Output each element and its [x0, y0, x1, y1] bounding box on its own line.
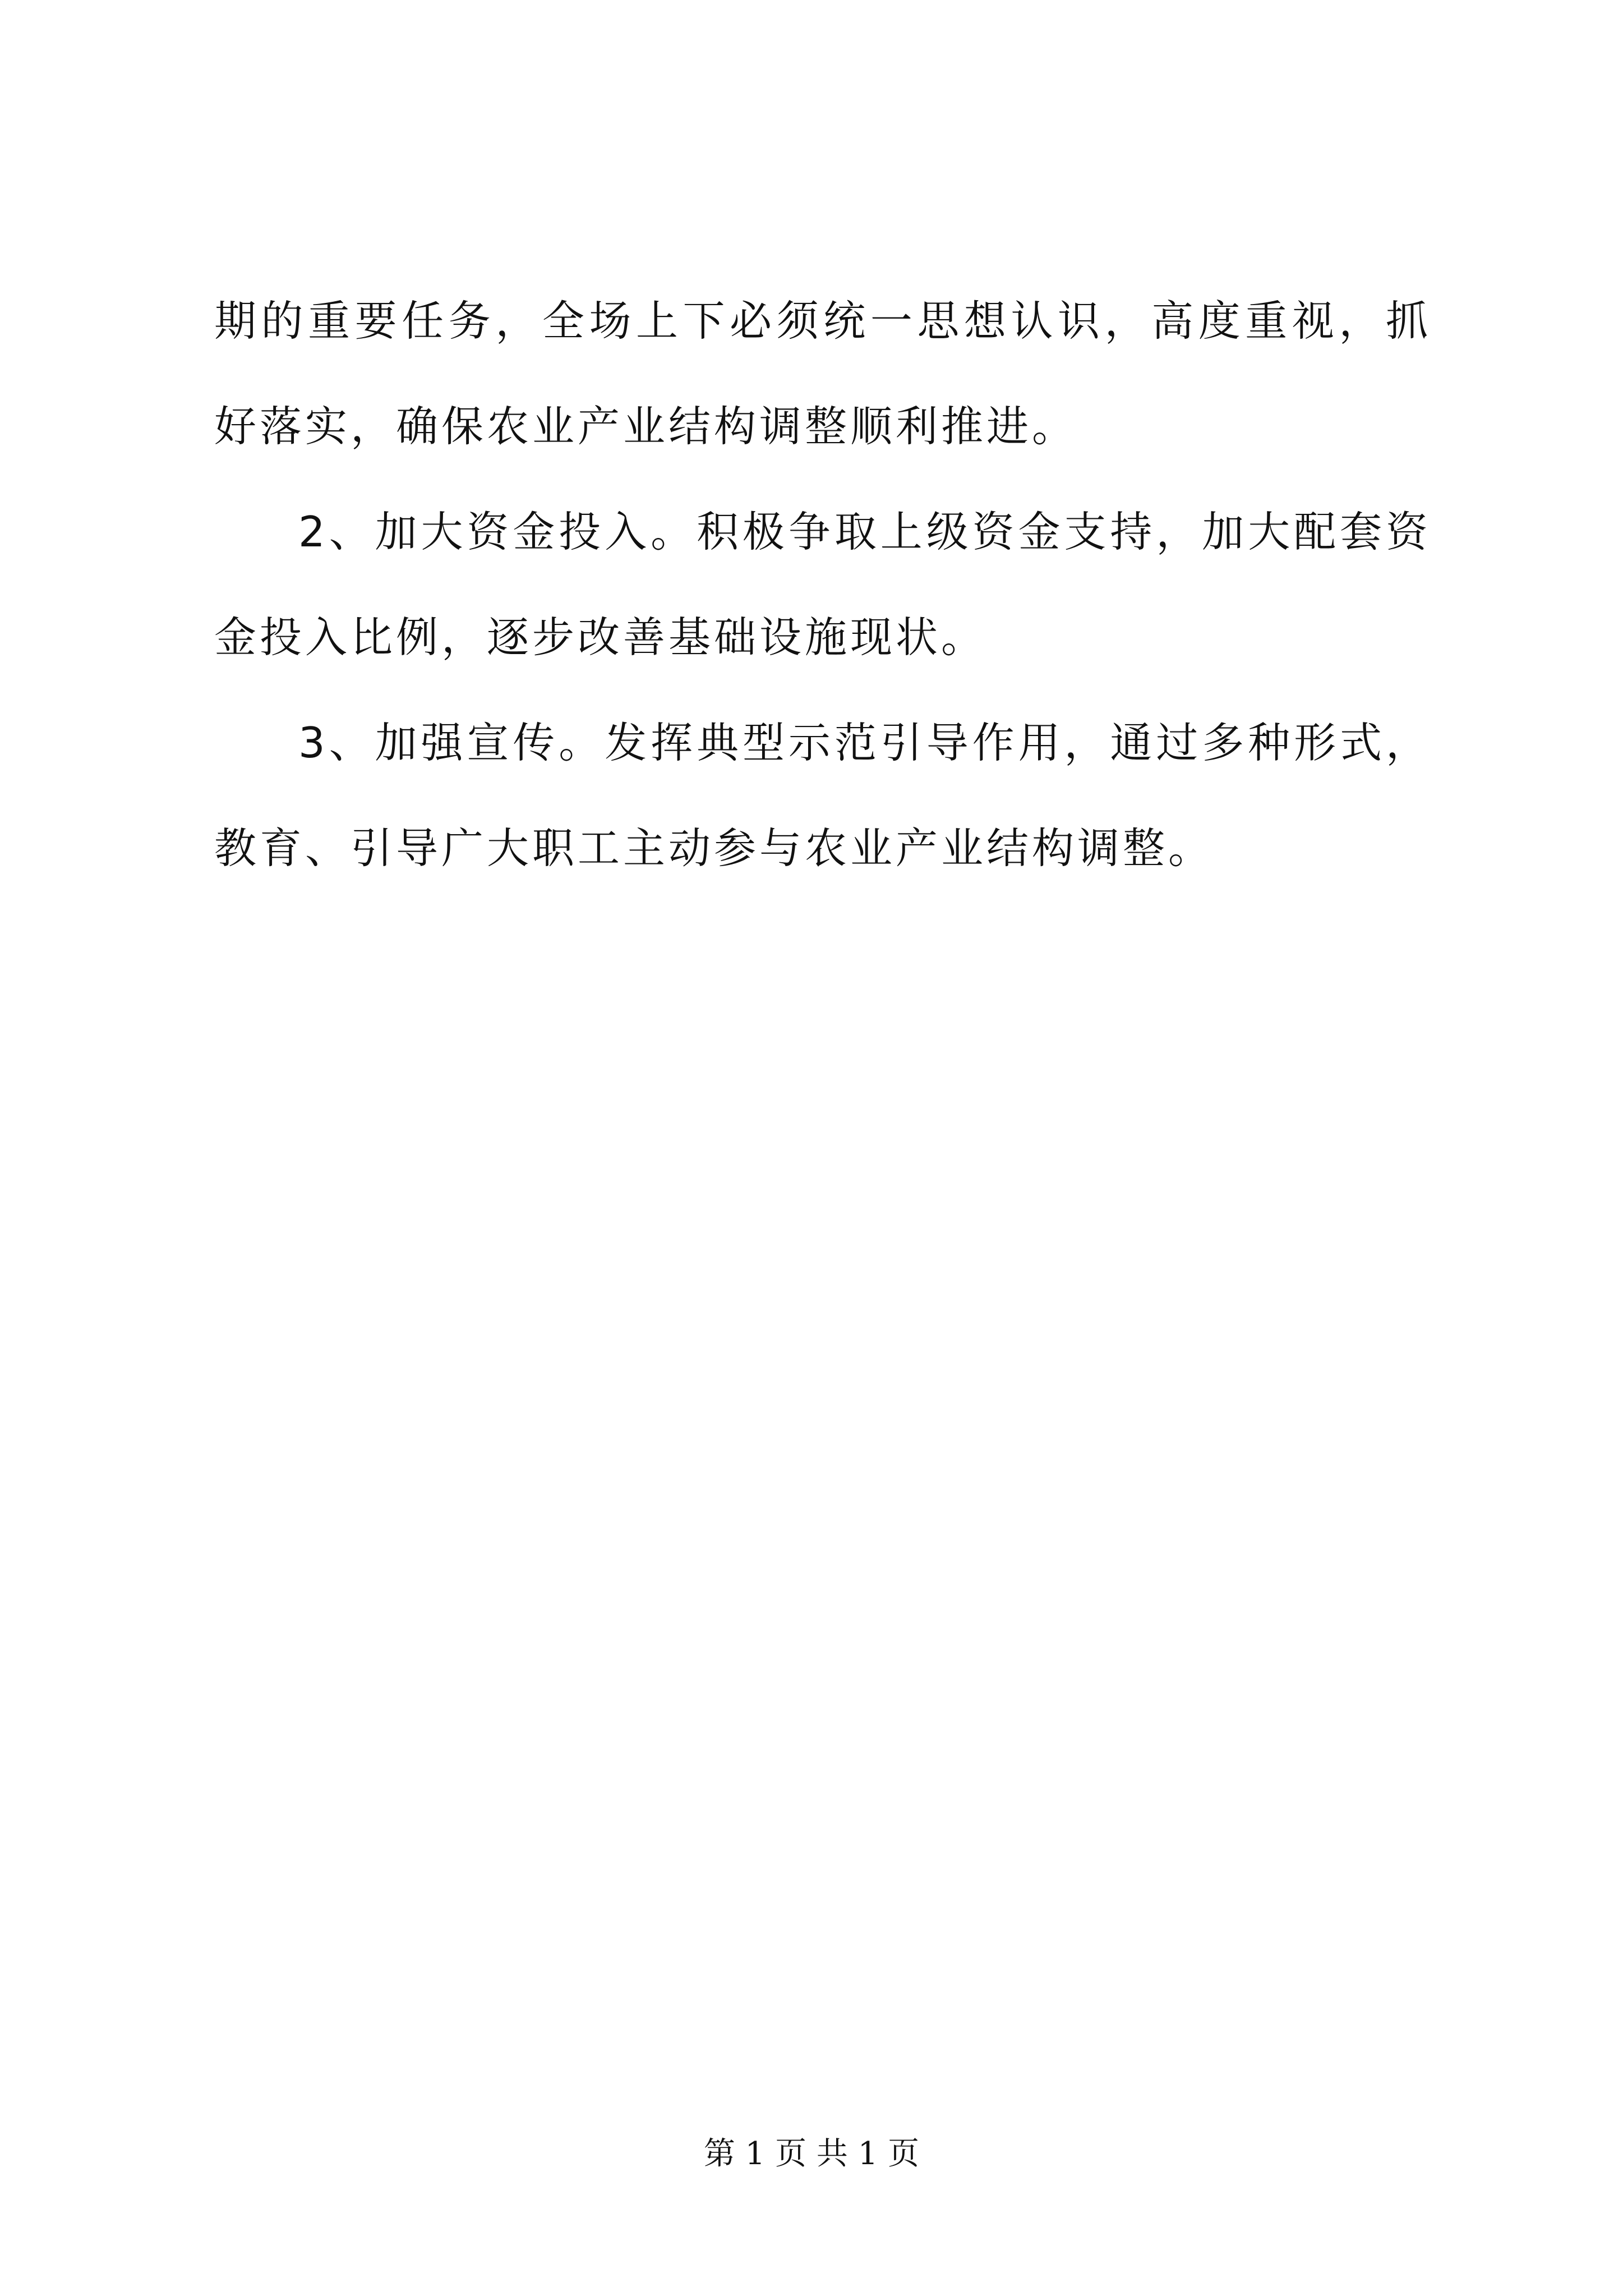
page-footer — [0, 2134, 1623, 2174]
paragraph-continued: 期的重要任务，全场上下必须统一思想认识，高度重视，抓好落实，确保农业产业结构调整顺利推进。 — [214, 296, 1431, 451]
paragraph-publicity: 3、加强宣传。发挥典型示范引导作用，通过多种形式，教育、引导广大职工主动参与农业产业结构调整。 — [214, 718, 1431, 873]
document-body — [214, 268, 1431, 901]
paragraph-funding: 2、加大资金投入。积极争取上级资金支持，加大配套资金投入比例，逐步改善基础设施现状。 — [214, 507, 1431, 662]
page-number: 第 1 页 共 1 页 — [703, 2136, 920, 2172]
